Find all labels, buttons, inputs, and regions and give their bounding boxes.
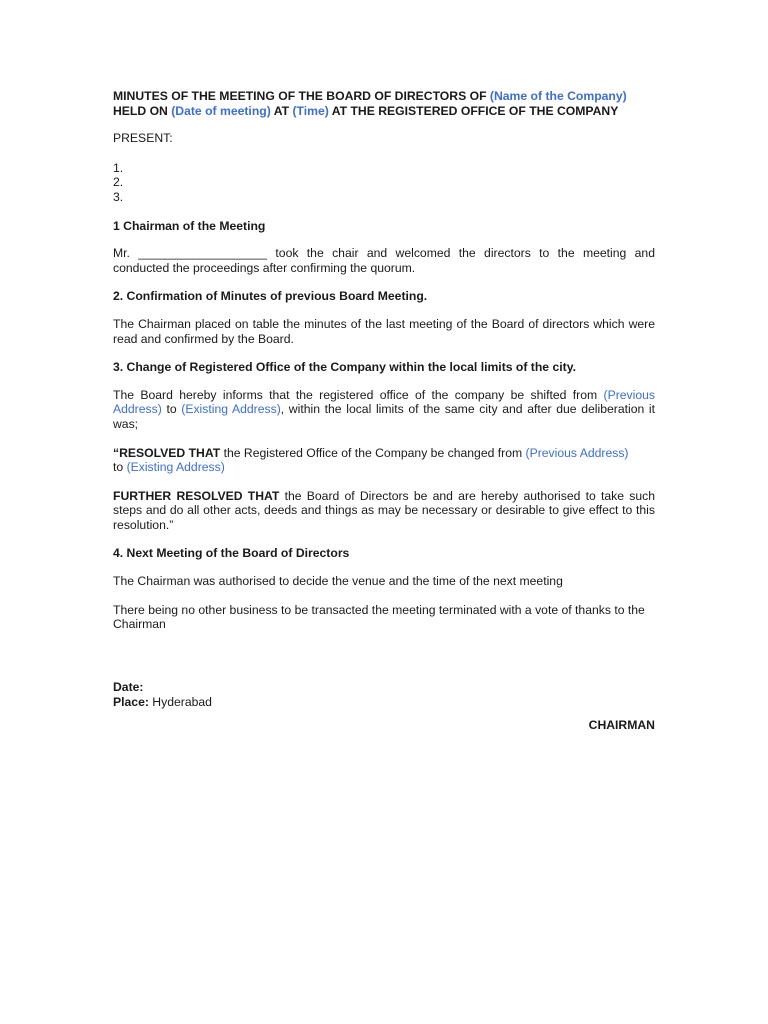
- resolved-that-label: “RESOLVED THAT: [113, 445, 221, 460]
- section-text-next-meeting: The Chairman was authorised to decide the venue and the time of the next meeting: [113, 574, 563, 589]
- title-prefix: MINUTES OF THE MEETING OF THE BOARD OF DIRECTORS OF: [113, 89, 490, 103]
- place-value: Hyderabad: [148, 694, 212, 709]
- text-run: the Board of Directors be and are hereby authorised to take such steps and do all other acts, deeds and things as may be necessary or desirable to give effect to this resolution.”: [113, 488, 655, 532]
- resolution-text: [113, 446, 655, 475]
- meeting-date-placeholder: (Date of meeting): [171, 103, 271, 118]
- existing-address-placeholder: (Existing Address): [126, 460, 225, 475]
- present-item: 1.: [113, 160, 124, 175]
- section-text-confirmation: The Chairman placed on table the minutes of the last meeting of the Board of directors which were read and confirmed by the Board.: [113, 316, 655, 346]
- document-body: [113, 89, 655, 646]
- previous-address-placeholder: (Previous Address): [113, 387, 655, 417]
- present-item: 3.: [113, 189, 124, 204]
- previous-address-placeholder: (Previous Address): [525, 445, 629, 460]
- present-item: 2.: [113, 175, 124, 190]
- place-line: [113, 695, 655, 710]
- title-at: AT: [270, 103, 293, 118]
- document-title: [113, 89, 655, 118]
- text-run: , within the local limits of the same city and after due deliberation it was;: [113, 402, 656, 431]
- text-run: The Board hereby informs that the registered office of the company be shifted from: [113, 387, 604, 402]
- further-resolution-text: [113, 489, 655, 533]
- text-run: to: [161, 402, 182, 417]
- text-run: the Registered Office of the Company be changed from: [220, 445, 526, 460]
- section-heading-next-meeting: 4. Next Meeting of the Board of Directors: [113, 546, 350, 561]
- section-text-chairman: Mr. ___________________ took the chair and welcomed the directors to the meeting and conducted the proceedings after confirming the quorum.: [113, 246, 655, 275]
- section-heading-registered-office: 3. Change of Registered Office of the Company within the local limits of the city.: [113, 360, 576, 375]
- text-run: to: [113, 460, 127, 475]
- present-list: [113, 161, 655, 205]
- place-label: Place:: [113, 694, 149, 709]
- present-label: PRESENT:: [113, 131, 173, 146]
- section-heading-confirmation: 2. Confirmation of Minutes of previous Board Meeting.: [113, 289, 428, 304]
- title-suffix: AT THE REGISTERED OFFICE OF THE COMPANY: [328, 103, 619, 118]
- closing-text: There being no other business to be transacted the meeting terminated with a vote of thanks to the Chairman: [113, 602, 645, 632]
- company-name-placeholder: (Name of the Company): [489, 89, 627, 103]
- section-text-registered-office: [113, 388, 655, 432]
- further-resolved-that-label: FURTHER RESOLVED THAT: [113, 488, 280, 503]
- existing-address-placeholder: (Existing Address): [181, 402, 281, 417]
- meeting-time-placeholder: (Time): [292, 103, 329, 118]
- date-label: Date:: [113, 680, 144, 694]
- title-held-on: HELD ON: [113, 103, 172, 118]
- chairman-signatory: CHAIRMAN: [588, 718, 655, 733]
- signature-block: [113, 680, 655, 733]
- section-heading-chairman: 1 Chairman of the Meeting: [113, 218, 266, 233]
